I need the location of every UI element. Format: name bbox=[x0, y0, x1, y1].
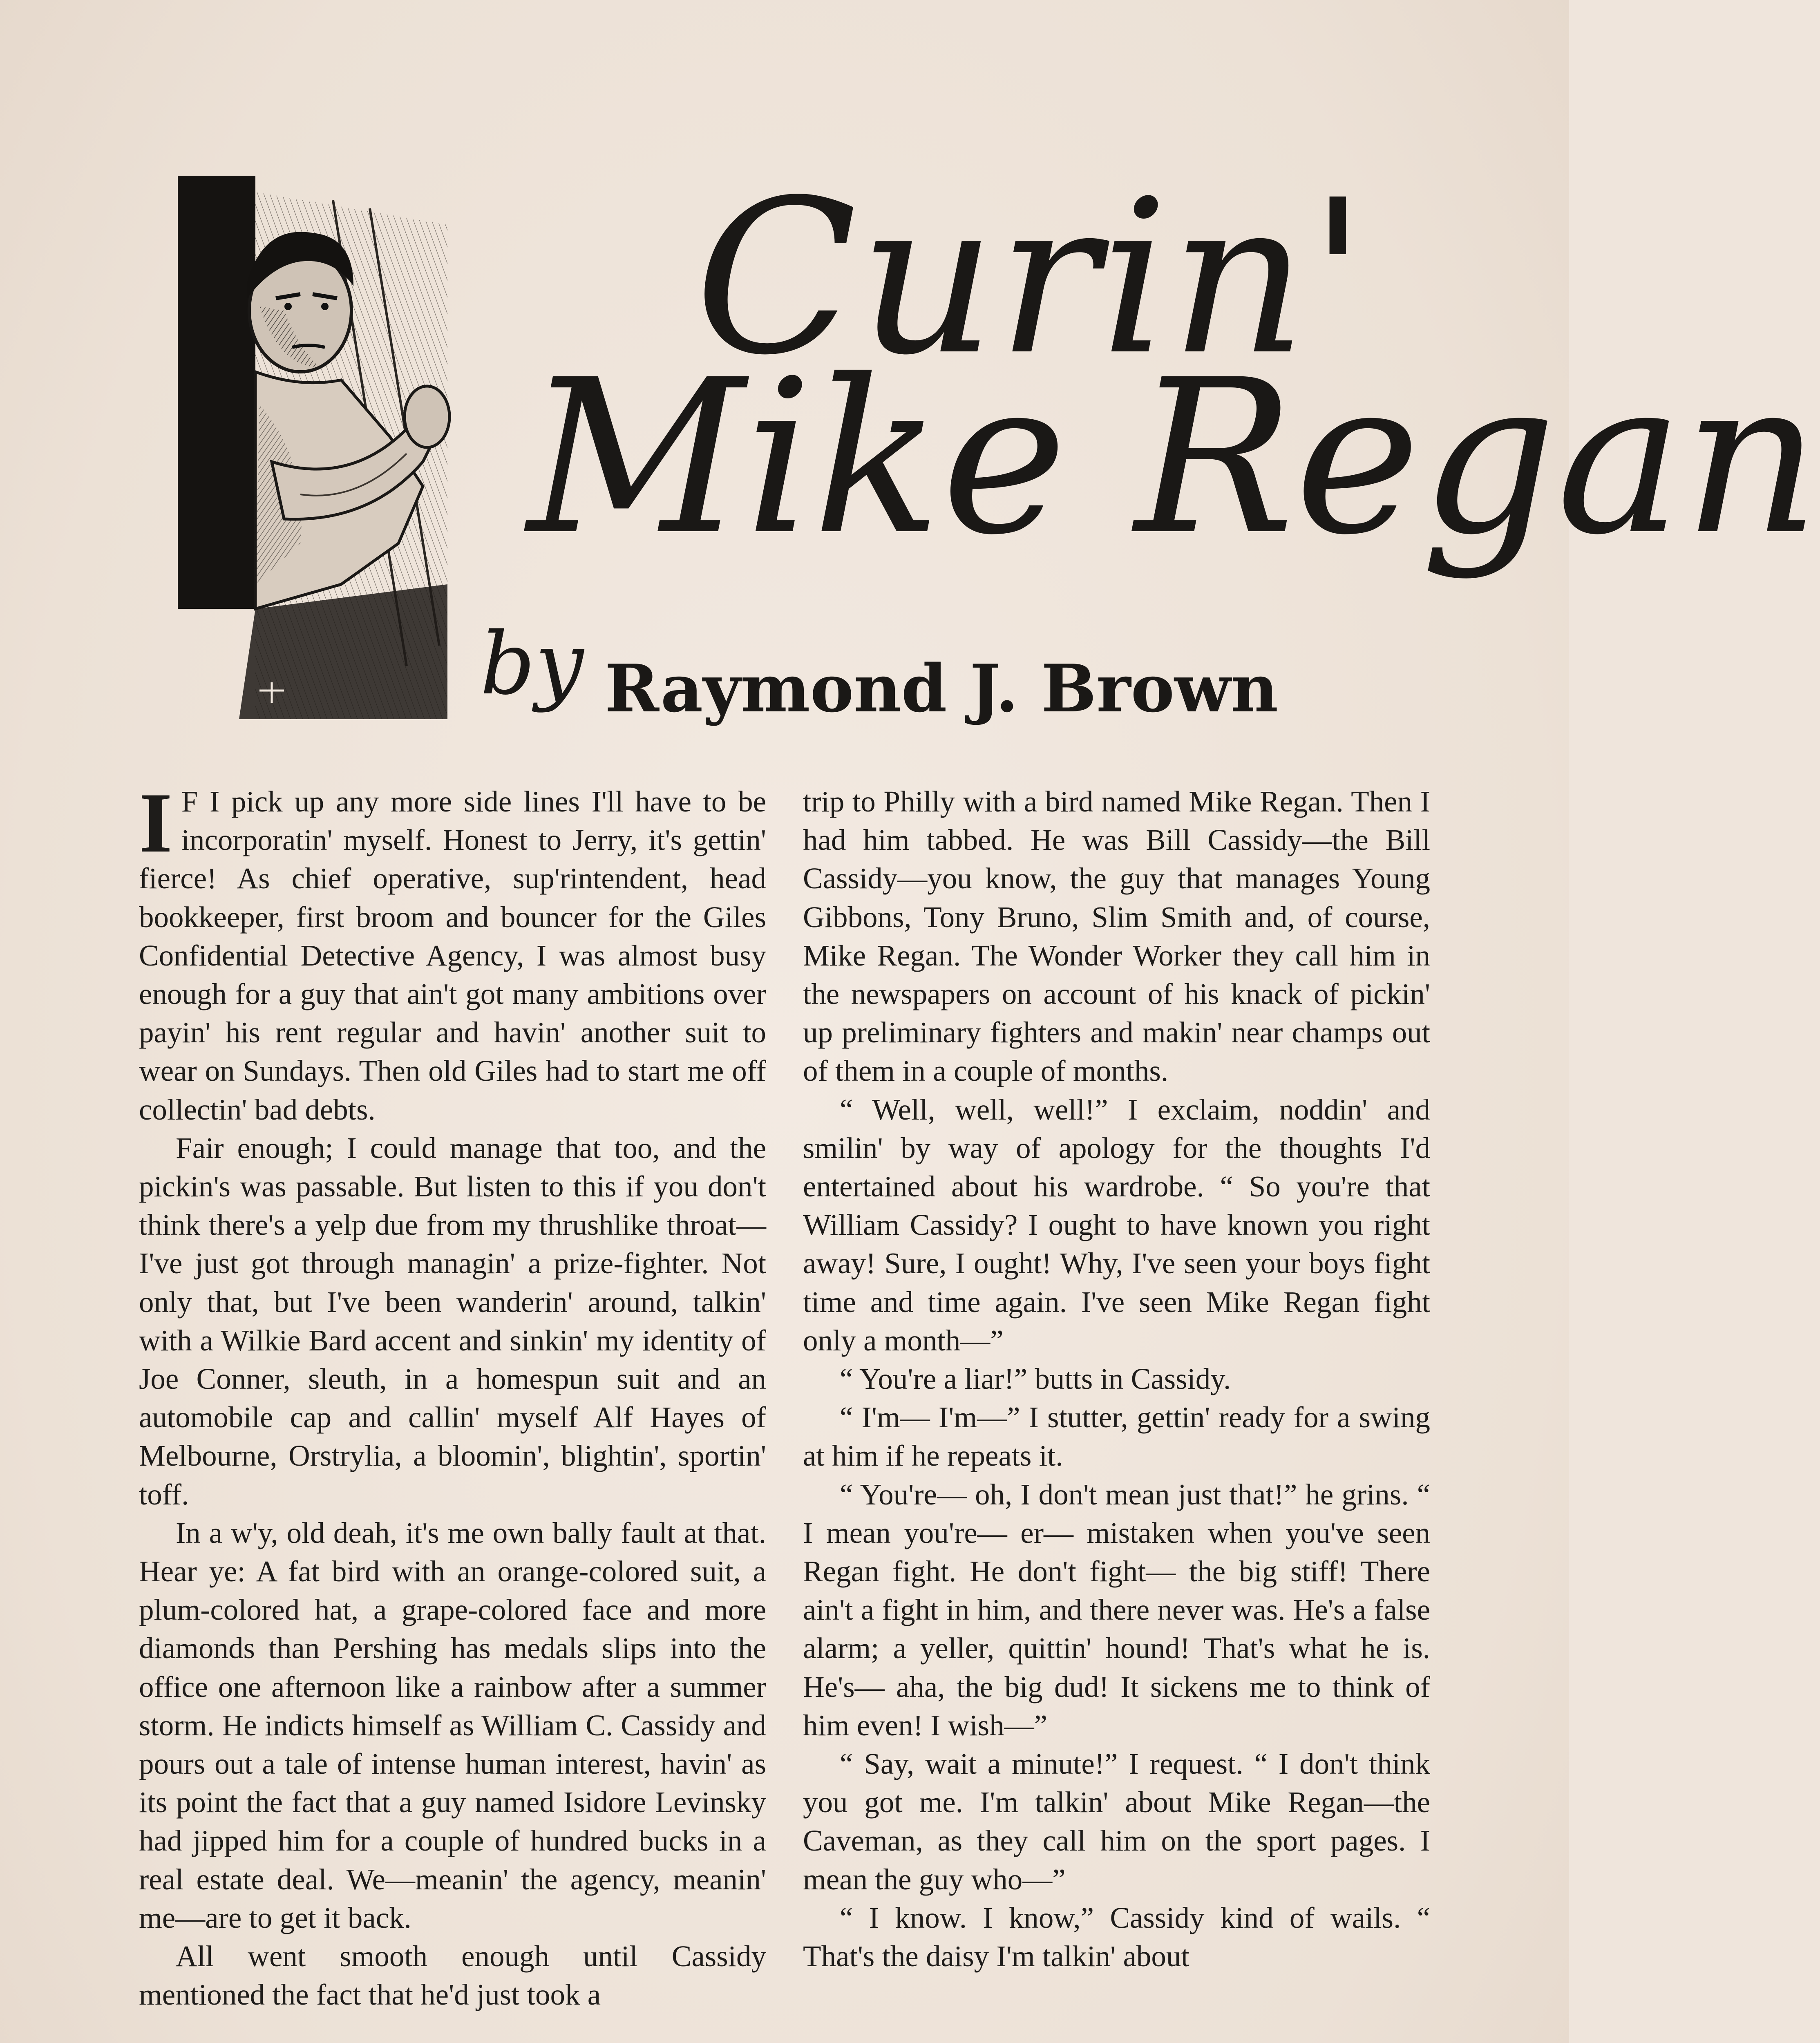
story-paragraph: “ Say, wait a minute!” I request. “ I don't think you got me. I'm talkin' about Mike Regan—the Caveman, as they call him on the sport pages. I mean the guy who—” bbox=[803, 1747, 1430, 1896]
story-paragraph: “ Well, well, well!” I exclaim, noddin' and smilin' by way of apology for the thoughts I'd entertained about his wardrobe. “ So you're that William Cassidy? I ought to have known you right away! Sure, I ought! Why, I've seen your boys fight time and time again. I've seen Mike Regan fight only a month—” bbox=[803, 1093, 1430, 1357]
byline-by: by bbox=[480, 614, 584, 714]
story-paragraph: “ You're a liar!” butts in Cassidy. bbox=[840, 1362, 1231, 1396]
story-column-left bbox=[139, 776, 766, 2014]
drop-cap: I bbox=[139, 776, 172, 870]
byline-author: Raymond J. Brown bbox=[605, 650, 1279, 727]
story-paragraph: “ I'm— I'm—” I stutter, gettin' ready for a swing at him if he repeats it. bbox=[803, 1401, 1430, 1473]
title-line-1: Curin' bbox=[695, 154, 1369, 402]
story-paragraph: trip to Philly with a bird named Mike Regan. Then I had him tabbed. He was Bill Cassidy—the Bill Cassidy—you know, the guy that manages Young Gibbons, Tony Bruno, Slim Smith and, of course, Mike Regan. The Wonder Worker they call him in the newspapers on account of his knack of pickin' up preliminary fighters and makin' near champs out of them in a couple of months. bbox=[803, 785, 1430, 1088]
story-paragraph: Fair enough; I could manage that too, and the pickin's was passable. But listen to this if you don't think there's a yelp due from my thrushlike throat—I've just got through managin' a prize-fighter. Not only that, but I've been wanderin' around, talkin' with a Wilkie Bard accent and sinkin' my identity of Joe Conner, sleuth, in a homespun suit and an automobile cap and callin' myself Alf Hayes of Melbourne, Orstrylia, a bloomin', blightin', sportin' toff. bbox=[139, 1131, 766, 1511]
story-paragraph: I F I pick up any more side lines I'll have to be incorporatin' myself. Honest to Jerry, it's gettin' fierce! As chief operative, sup'rintendent, head bookkeeper, first broom and bouncer for the Giles Confidential Detective Agency, I was almost busy enough for a guy that ain't got many ambitions over payin' his rent regular and havin' another suit to wear on Sundays. Then old Giles had to start me off collectin' bad debts. bbox=[139, 776, 766, 1126]
story-paragraph: “ You're— oh, I don't mean just that!” he grins. “ I mean you're— er— mistaken when you've seen Regan fight. He don't fight— the big stiff! There ain't a fight in him, and there never was. He's a false alarm; a yeller, quittin' hound! That's what he is. He's— aha, the big dud! It sickens me to think of him even! I wish—” bbox=[803, 1477, 1430, 1742]
story-column-right bbox=[803, 782, 1430, 1976]
story-paragraph: “ I know. I know,” Cassidy kind of wails. “ That's the daisy I'm talkin' about bbox=[803, 1901, 1430, 1973]
title-line-2: Mike Regan bbox=[527, 334, 1820, 581]
boxer-portrait-illustration bbox=[178, 176, 447, 719]
story-paragraph: In a w'y, old deah, it's me own bally fault at that. Hear ye: A fat bird with an orange-colored suit, a plum-colored hat, a grape-colored face and more diamonds than Pershing has medals slips into the office one afternoon like a rainbow after a summer storm. He indicts himself as William C. Cassidy and pours out a tale of intense human interest, havin' as its point the fact that a guy named Isidore Levinsky had jipped him for a couple of hundred bucks in a real estate deal. We—meanin' the agency, meanin' me—are to get it back. bbox=[139, 1516, 766, 1934]
story-paragraph: All went smooth enough until Cassidy mentioned the fact that he'd just took a bbox=[139, 1940, 766, 2012]
